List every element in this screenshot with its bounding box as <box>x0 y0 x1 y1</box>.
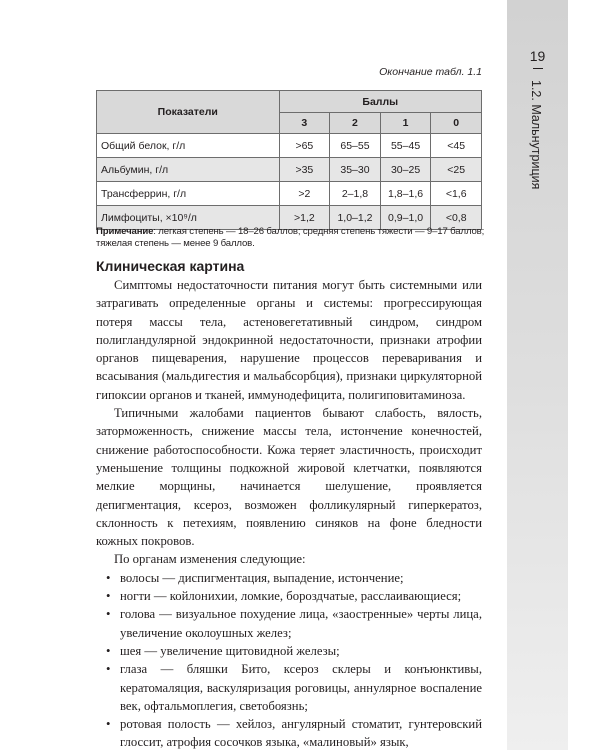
cell-value: 1,0–1,2 <box>330 206 381 230</box>
score-column-header: 1 <box>380 113 431 134</box>
cell-value: <1,6 <box>431 182 482 206</box>
cell-value: >35 <box>279 158 330 182</box>
cell-value: 2–1,8 <box>330 182 381 206</box>
list-item <box>96 642 482 660</box>
section-heading: Клиническая картина <box>96 258 245 274</box>
cell-value: 65–55 <box>330 134 381 158</box>
table-header-row <box>97 91 482 113</box>
score-column-header: 0 <box>431 113 482 134</box>
score-column-header: 2 <box>330 113 381 134</box>
table-row <box>97 134 482 158</box>
cell-value: >65 <box>279 134 330 158</box>
list-item <box>96 715 482 752</box>
row-label: Альбумин, г/л <box>97 158 280 182</box>
list-item <box>96 660 482 715</box>
bullet-icon: • <box>106 643 111 658</box>
table-caption: Окончание табл. 1.1 <box>379 66 482 78</box>
cell-value: 35–30 <box>330 158 381 182</box>
list-item <box>96 605 482 642</box>
paragraph: Типичными жалобами пациентов бывают слабость, вялость, заторможенность, снижение массы тела, истончение конечностей, снижение работоспособности. Кожа теряет эластичность, происходит уменьшение толщины подкожной жировой клетчатки, появляются мелкие морщины, начинается шелушение, проявляется депигментация, ксероз, возможен фолликулярный гиперкератоз, склонность к петехиям, появлению синяков на фоне бледности кожных покровов. <box>96 406 482 549</box>
paragraph: По органам изменения следующие: <box>114 552 306 567</box>
body-text <box>96 276 482 752</box>
cell-value: >2 <box>279 182 330 206</box>
list-item-text: глаза — бляшки Бито, ксероз склеры и конъюнктивы, кератомаляция, васкуляризация роговицы, аннулярное воспаление век, офтальмоплегия, светобоязнь; <box>120 662 482 713</box>
list-item <box>96 587 482 605</box>
running-head: 1.2. Мальнутриция <box>529 80 543 190</box>
cell-value: 0,9–1,0 <box>380 206 431 230</box>
page-number: 19 <box>529 48 546 64</box>
page-number-rule <box>533 68 543 69</box>
list-item <box>96 569 482 587</box>
bullet-icon: • <box>106 570 111 585</box>
score-column-header: 3 <box>279 113 330 134</box>
cell-value: 55–45 <box>380 134 431 158</box>
list-item-text: шея — увеличение щитовидной железы; <box>120 643 340 658</box>
indicator-column-header: Показатели <box>97 91 280 134</box>
list-item-text: ногти — койлонихии, ломкие, бороздчатые, расслаивающиеся; <box>120 589 462 604</box>
scoring-table <box>96 90 482 230</box>
table-row <box>97 158 482 182</box>
list-item-text: ротовая полость — хейлоз, ангулярный стоматит, гунтеровский глоссит, атрофия сосочков языка, «малиновый» язык, <box>120 717 482 750</box>
side-tab <box>507 0 568 750</box>
organ-changes-list <box>96 569 482 752</box>
row-label: Трансферрин, г/л <box>97 182 280 206</box>
note-text: : легкая степень — 18–26 баллов; средняя степень тяжести — 9–17 баллов; тяжелая степень — менее 9 баллов. <box>96 226 485 249</box>
table-note <box>96 226 486 250</box>
row-label: Общий белок, г/л <box>97 134 280 158</box>
cell-value: <45 <box>431 134 482 158</box>
cell-value: <25 <box>431 158 482 182</box>
paragraph: Симптомы недостаточности питания могут быть системными или затрагивать определенные органы и системы: прогрессирующая потеря массы тела, астеновегетативный синдром, синдром полигландулярной эндокринной недостаточности, признаки атрофии органов пищеварения, нарушение процессов переваривания и всасывания (мальдигестия и мальабсорбция), признаки циркуляторной гипоксии органов и тканей, иммунодефицита, полигиповитаминоза. <box>96 278 482 402</box>
score-group-header: Баллы <box>279 91 481 113</box>
list-item-text: волосы — диспигментация, выпадение, истончение; <box>120 570 404 585</box>
cell-value: 30–25 <box>380 158 431 182</box>
note-label: Примечание <box>96 226 154 237</box>
cell-value: 1,8–1,6 <box>380 182 431 206</box>
list-item-text: голова — визуальное похудение лица, «заостренные» черты лица, увеличение околоушных желез; <box>120 607 482 640</box>
cell-value: >1,2 <box>279 206 330 230</box>
table-row <box>97 182 482 206</box>
bullet-icon: • <box>106 662 111 677</box>
row-label: Лимфоциты, ×10⁹/л <box>97 206 280 230</box>
bullet-icon: • <box>106 589 111 604</box>
cell-value: <0,8 <box>431 206 482 230</box>
bullet-icon: • <box>106 717 111 732</box>
bullet-icon: • <box>106 607 111 622</box>
